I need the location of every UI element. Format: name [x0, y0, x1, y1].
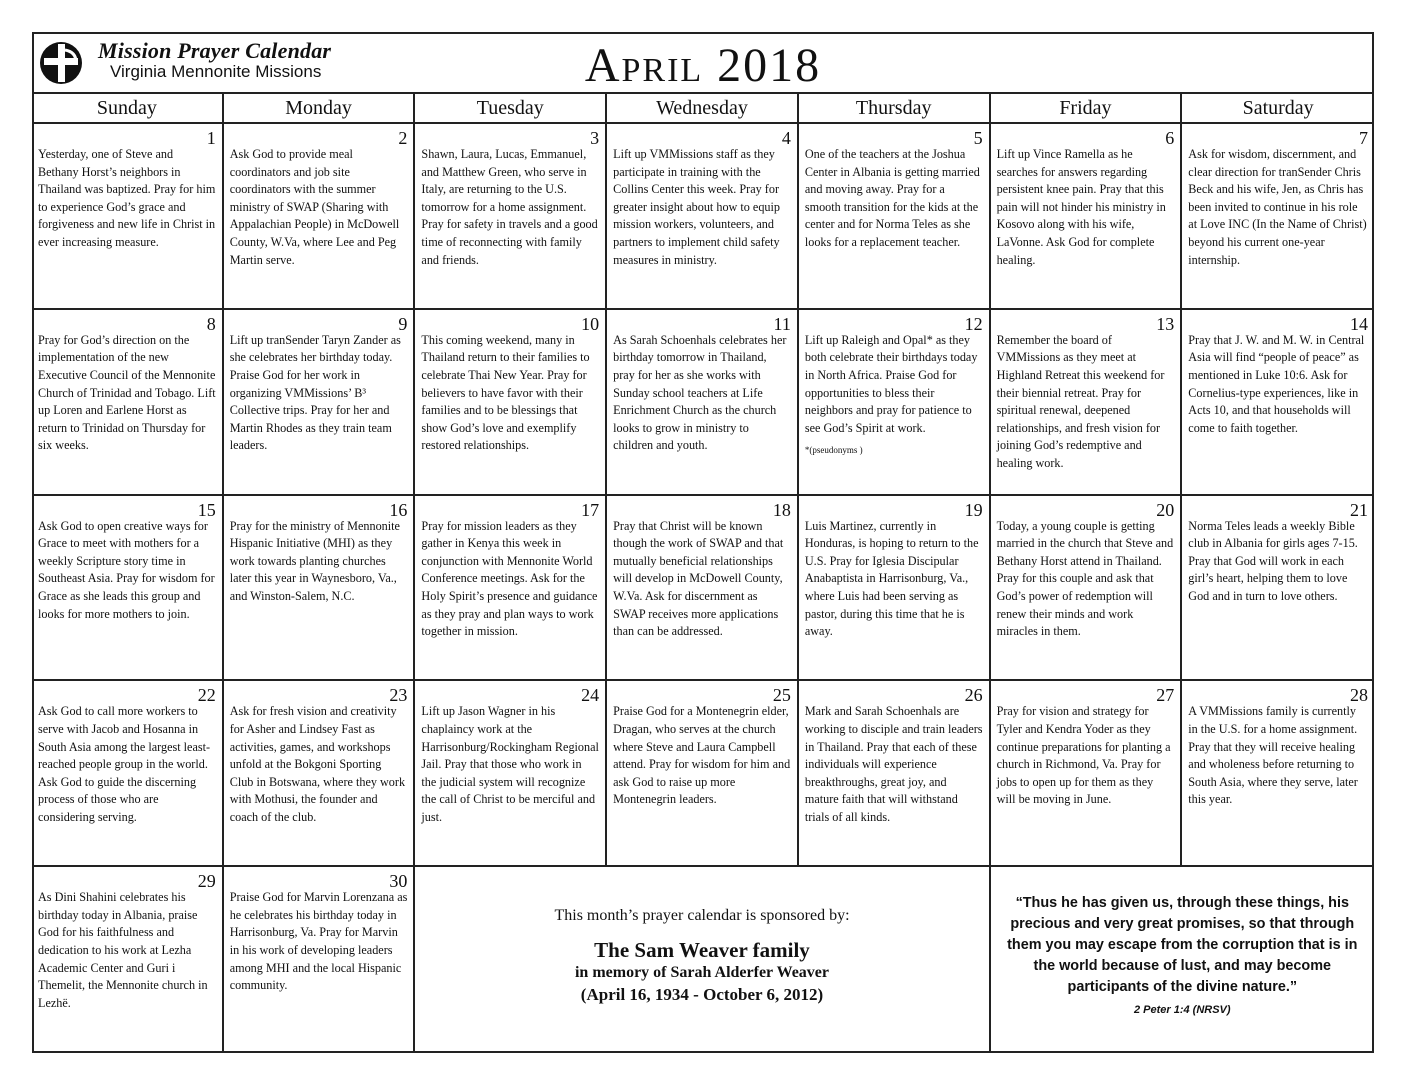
day-cell [799, 310, 991, 496]
day-cell [1182, 124, 1374, 310]
day-number: 18 [772, 499, 791, 520]
prayer-text: Shawn, Laura, Lucas, Emmanuel, and Matthew Green, who serve in Italy, are returning to the U.S. tomorrow for a home assignment. Pray for safety in travels and a good time of reconnecting with family and friends. [421, 147, 598, 267]
day-number: 19 [964, 499, 983, 520]
day-cell [799, 681, 991, 867]
prayer-text: Pray for God’s direction on the implementation of the new Executive Council of the Mennonite Church of Trinidad and Tobago. Lift up Loren and Earlene Horst as return to Trinidad on Thursday for six weeks. [38, 332, 216, 453]
day-number: 14 [1349, 313, 1368, 334]
day-number: 13 [1156, 313, 1175, 334]
day-cell [415, 496, 607, 682]
prayer-text: Remember the board of VMMissions as they meet at Highland Retreat this weekend for their biennial retreat. Pray for spiritual renewal, deepened relationships, and fresh vision for joining God’s redemptive and healing work. [996, 332, 1165, 470]
brand-subtitle: Virginia Mennonite Missions [110, 62, 322, 81]
day-cell [799, 496, 991, 682]
day-cell [224, 310, 416, 496]
day-cell [415, 124, 607, 310]
sponsor-memory: in memory of Sarah Alderfer Weaver [574, 964, 829, 982]
day-number: 11 [773, 313, 791, 334]
day-number: 16 [389, 499, 408, 520]
verse-text: “Thus he has given us, through these things, his precious and very great promises, so that through them you may escape from the corruption that is in the world because of lust, and may become participants of the divine nature.” [1007, 895, 1358, 996]
day-header-sunday: Sunday [32, 94, 224, 124]
prayer-text: Pray for the ministry of Mennonite Hispanic Initiative (MHI) as they work towards planting churches later this year in Waynesboro, Va., and Winston-Salem, N.C. [229, 518, 400, 603]
day-cell [32, 310, 224, 496]
prayer-text: Yesterday, one of Steve and Bethany Horst’s neighbors in Thailand was baptized. Pray for him to experience God’s grace and forgiveness and new life in Christ in ever increasing measure. [38, 147, 216, 249]
footnote: *(pseudonyms ) [804, 445, 863, 456]
day-cell [991, 681, 1183, 867]
day-cell [991, 124, 1183, 310]
prayer-text: This coming weekend, many in Thailand return to their families to celebrate Thai New Year. Pray for believers to have favor with their families and to be blessings that show God’s love and exemplify restored relationships. [421, 332, 590, 453]
day-number: 28 [1349, 685, 1368, 706]
day-header-monday: Monday [224, 94, 416, 124]
prayer-text: Ask God to provide meal coordinators and job site coordinators with the summer ministry of SWAP (Sharing with Appalachian People) in McDowell County, W.Va, where Lee and Peg Martin serve. [229, 147, 400, 267]
day-cell [415, 681, 607, 867]
prayer-text: Lift up Raleigh and Opal* as they both celebrate their birthdays today in North Africa. Praise God for opportunities to bless their neighbors and pray for patience to see God’s Spirit at work. [804, 332, 978, 435]
brand-title: Mission Prayer Calendar [98, 38, 332, 63]
day-number: 26 [964, 685, 983, 706]
prayer-text: Praise God for a Montenegrin elder, Dragan, who serves at the church where Steve and Laura Campbell attend. Pray for wisdom for him and ask God to raise up more Montenegrin leaders. [613, 704, 791, 807]
day-number: 27 [1156, 685, 1175, 706]
verse-reference: 2 Peter 1:4 (NRSV) [1133, 1004, 1231, 1017]
day-cell [224, 496, 416, 682]
day-cell [224, 867, 416, 1053]
prayer-text: Pray for mission leaders as they gather in Kenya this week in conjunction with Mennonite World Conference meetings. Ask for the Holy Spirit’s presence and guidance as they pray and plan ways to work together in mission. [421, 518, 598, 639]
day-cell [1182, 310, 1374, 496]
day-header-saturday: Saturday [1182, 94, 1374, 124]
day-header-thursday: Thursday [799, 94, 991, 124]
day-cell [991, 496, 1183, 682]
day-cell [224, 681, 416, 867]
prayer-text: Pray that Christ will be known though the work of SWAP and that mutually beneficial relationships will develop in McDowell County, W.Va. Ask for discernment as SWAP receives more applications than can be addressed. [613, 518, 784, 639]
day-number: 2 [398, 128, 408, 148]
day-number: 30 [389, 871, 408, 892]
prayer-text: Luis Martinez, currently in Honduras, is hoping to return to the U.S. Pray for Iglesia Discipular Anabaptista in Harrisonburg, Va., where Luis had been serving as pastor, during this time that he is away. [804, 518, 979, 639]
day-number: 4 [781, 128, 791, 148]
prayer-text: Lift up VMMissions staff as they participate in training with the Collins Center this week. Pray for greater insight about how to equip mission workers, volunteers, and partners to implement child safety measures in ministry. [613, 147, 781, 267]
day-number: 24 [581, 685, 600, 706]
day-number: 10 [581, 313, 600, 334]
day-header-friday: Friday [991, 94, 1183, 124]
day-cell [1182, 496, 1374, 682]
prayer-text: Ask God to call more workers to serve with Jacob and Hosanna in South Asia among the largest least-reached people group in the world. Ask God to guide the discerning process of those who are considering serving. [38, 704, 211, 824]
day-number: 20 [1156, 499, 1175, 520]
day-number: 7 [1358, 128, 1368, 148]
prayer-text: One of the teachers at the Joshua Center in Albania is getting married and moving away. Pray for a smooth transition for the kids at the center and for Norma Teles as she looks for a replacement teacher. [804, 147, 980, 249]
day-header-wednesday: Wednesday [607, 94, 799, 124]
day-number: 22 [197, 685, 216, 706]
day-cell [991, 310, 1183, 496]
prayer-text: Ask for fresh vision and creativity for Asher and Lindsey Fast as activities, games, and workshops unfold at the Bokgoni Sporting Club in Botswana, where they work with Mothusi, the founder and coach of the club. [229, 704, 406, 824]
day-number: 15 [197, 499, 216, 520]
prayer-text: Ask God to open creative ways for Grace to meet with mothers for a weekly Scripture story time in Southeast Asia. Pray for wisdom for Grace as she leads this group and looks for more mothers to join. [38, 518, 215, 621]
day-number: 9 [398, 313, 408, 334]
calendar-header [32, 32, 1374, 94]
day-number: 17 [581, 499, 600, 520]
prayer-text: Pray for vision and strategy for Tyler and Kendra Yoder as they continue preparations for planting a church in Richmond, Va. Pray for jobs to open up for them as they will be moving in June. [996, 704, 1171, 807]
prayer-text: Today, a young couple is getting married in the church that Steve and Bethany Horst attend in Thailand. Pray for this couple and ask that God’s power of redemption will renew their minds and work miracles in them. [996, 518, 1174, 639]
prayer-text: Lift up tranSender Taryn Zander as she celebrates her birthday today. Praise God for her work in organizing VMMissions’ B³ Collective trips. Pray for her and Martin Rhodes as they train team leaders. [229, 332, 401, 453]
month-title: April 2018 [584, 39, 822, 92]
day-header-tuesday: Tuesday [415, 94, 607, 124]
day-number: 6 [1165, 128, 1175, 148]
scripture-verse [991, 867, 1374, 1053]
day-cell [224, 124, 416, 310]
day-number: 12 [964, 313, 983, 334]
prayer-text: As Dini Shahini celebrates his birthday today in Albania, praise God for his faithfulness and dedication to his work at Lezha Academic Center and Guri i Themelit, the Mennonite church in Lezhë. [38, 890, 208, 1010]
day-cell [607, 124, 799, 310]
day-cell [1182, 681, 1374, 867]
prayer-text: As Sarah Schoenhals celebrates her birthday tomorrow in Thailand, pray for her as she works with Sunday school teachers at Life Enrichment Church as the church looks to grow in ministry to children and youth. [613, 332, 787, 453]
day-cell [32, 867, 224, 1053]
prayer-text: Ask for wisdom, discernment, and clear direction for tranSender Chris Beck and his wife, Jen, as Chris has been invited to continue in his role at Love INC (In the Name of Christ) beyond his current one-year internship. [1188, 147, 1367, 267]
prayer-text: Lift up Jason Wagner in his chaplaincy work at the Harrisonburg/Rockingham Regional Jail. Pray that those who work in the judicial system will recognize the call of Christ to be merciful and just. [421, 704, 599, 824]
day-cell [607, 310, 799, 496]
day-cell [799, 124, 991, 310]
prayer-text: A VMMissions family is currently in the U.S. for a home assignment. Pray that they will receive healing and wholeness before returning to South Asia, where they serve, later this year. [1188, 704, 1358, 807]
day-number: 29 [197, 871, 216, 892]
prayer-text: Norma Teles leads a weekly Bible club in Albania for girls ages 7-15. Pray that God will work in each girl’s heart, helping them to love God and in turn to love others. [1188, 518, 1358, 603]
day-number: 23 [389, 685, 408, 706]
day-number: 1 [206, 128, 216, 148]
prayer-text: Pray that J. W. and M. W. in Central Asia will find “people of peace” as mentioned in Luke 10:6. Ask for Cornelius-type experiences, like in Acts 10, and that households will come to faith together. [1188, 332, 1365, 435]
day-cell [32, 681, 224, 867]
day-number: 21 [1349, 499, 1368, 520]
sponsor-intro: This month’s prayer calendar is sponsored by: [554, 907, 850, 925]
calendar-grid [32, 92, 1374, 1053]
prayer-text: Mark and Sarah Schoenhals are working to disciple and train leaders in Thailand. Pray that each of these individuals will experience breakthroughs, great joy, and mature faith that will withstand trials of all kinds. [804, 704, 983, 824]
sponsor-dates: (April 16, 1934 - October 6, 2012) [580, 985, 824, 1005]
day-cell [415, 310, 607, 496]
day-cell [32, 496, 224, 682]
prayer-text: Praise God for Marvin Lorenzana as he celebrates his birthday today in Harrisonburg, Va. Pray for Marvin in his work of developing leaders among MHI and the local Hispanic community. [229, 890, 408, 993]
day-number: 3 [590, 128, 600, 148]
day-number: 8 [206, 313, 216, 334]
sponsor-name: The Sam Weaver family [594, 938, 810, 963]
prayer-text: Lift up Vince Ramella as he searches for answers regarding persistent knee pain. Pray that this pain will not hinder his ministry in Kosovo along with his wife, LaVonne. Ask God for complete healing. [996, 147, 1166, 267]
day-cell [607, 496, 799, 682]
day-number: 25 [772, 685, 791, 706]
sponsor-block [415, 867, 990, 1053]
day-cell [32, 124, 224, 310]
day-number: 5 [973, 128, 983, 148]
day-cell [607, 681, 799, 867]
